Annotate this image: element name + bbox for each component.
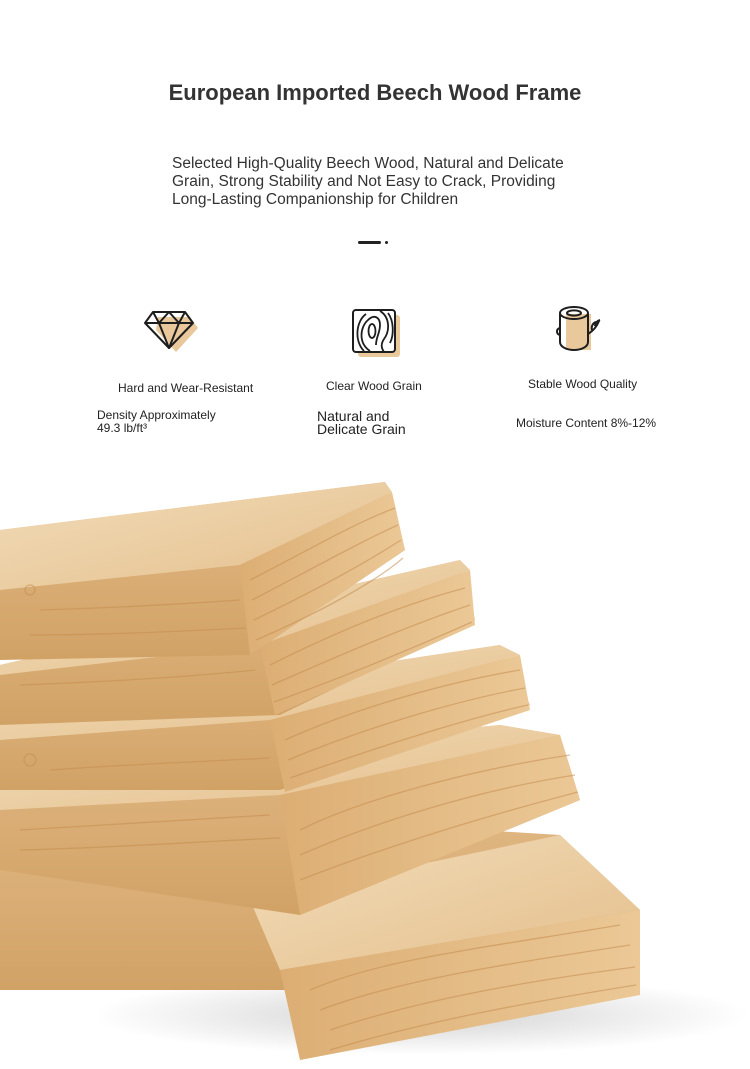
section-divider: [358, 241, 398, 245]
divider-dot: [385, 241, 388, 244]
feature-label-stable: Stable Wood Quality: [528, 377, 638, 391]
page-title: European Imported Beech Wood Frame: [168, 80, 582, 105]
wood-boards-image: [0, 470, 750, 1064]
feature-label-grain: Clear Wood Grain: [326, 379, 422, 393]
diamond-icon: [142, 306, 202, 356]
feature-detail-grain: Natural and Delicate Grain: [317, 408, 406, 437]
feature-label-hard: Hard and Wear-Resistant: [118, 381, 254, 395]
divider-dash: [358, 241, 381, 244]
feature-detail-density: Density Approximately 49.3 lb/ft³: [97, 408, 216, 435]
feature-detail-moisture: Moisture Content 8%-12%: [516, 416, 657, 430]
wood-grain-icon: [350, 307, 404, 359]
log-icon: [553, 304, 607, 356]
page-subtitle: Selected High-Quality Beech Wood, Natural and Delicate Grain, Strong Stability and Not Easy to Crack, Providing Long-Lasting Companionship for Children: [172, 155, 564, 208]
